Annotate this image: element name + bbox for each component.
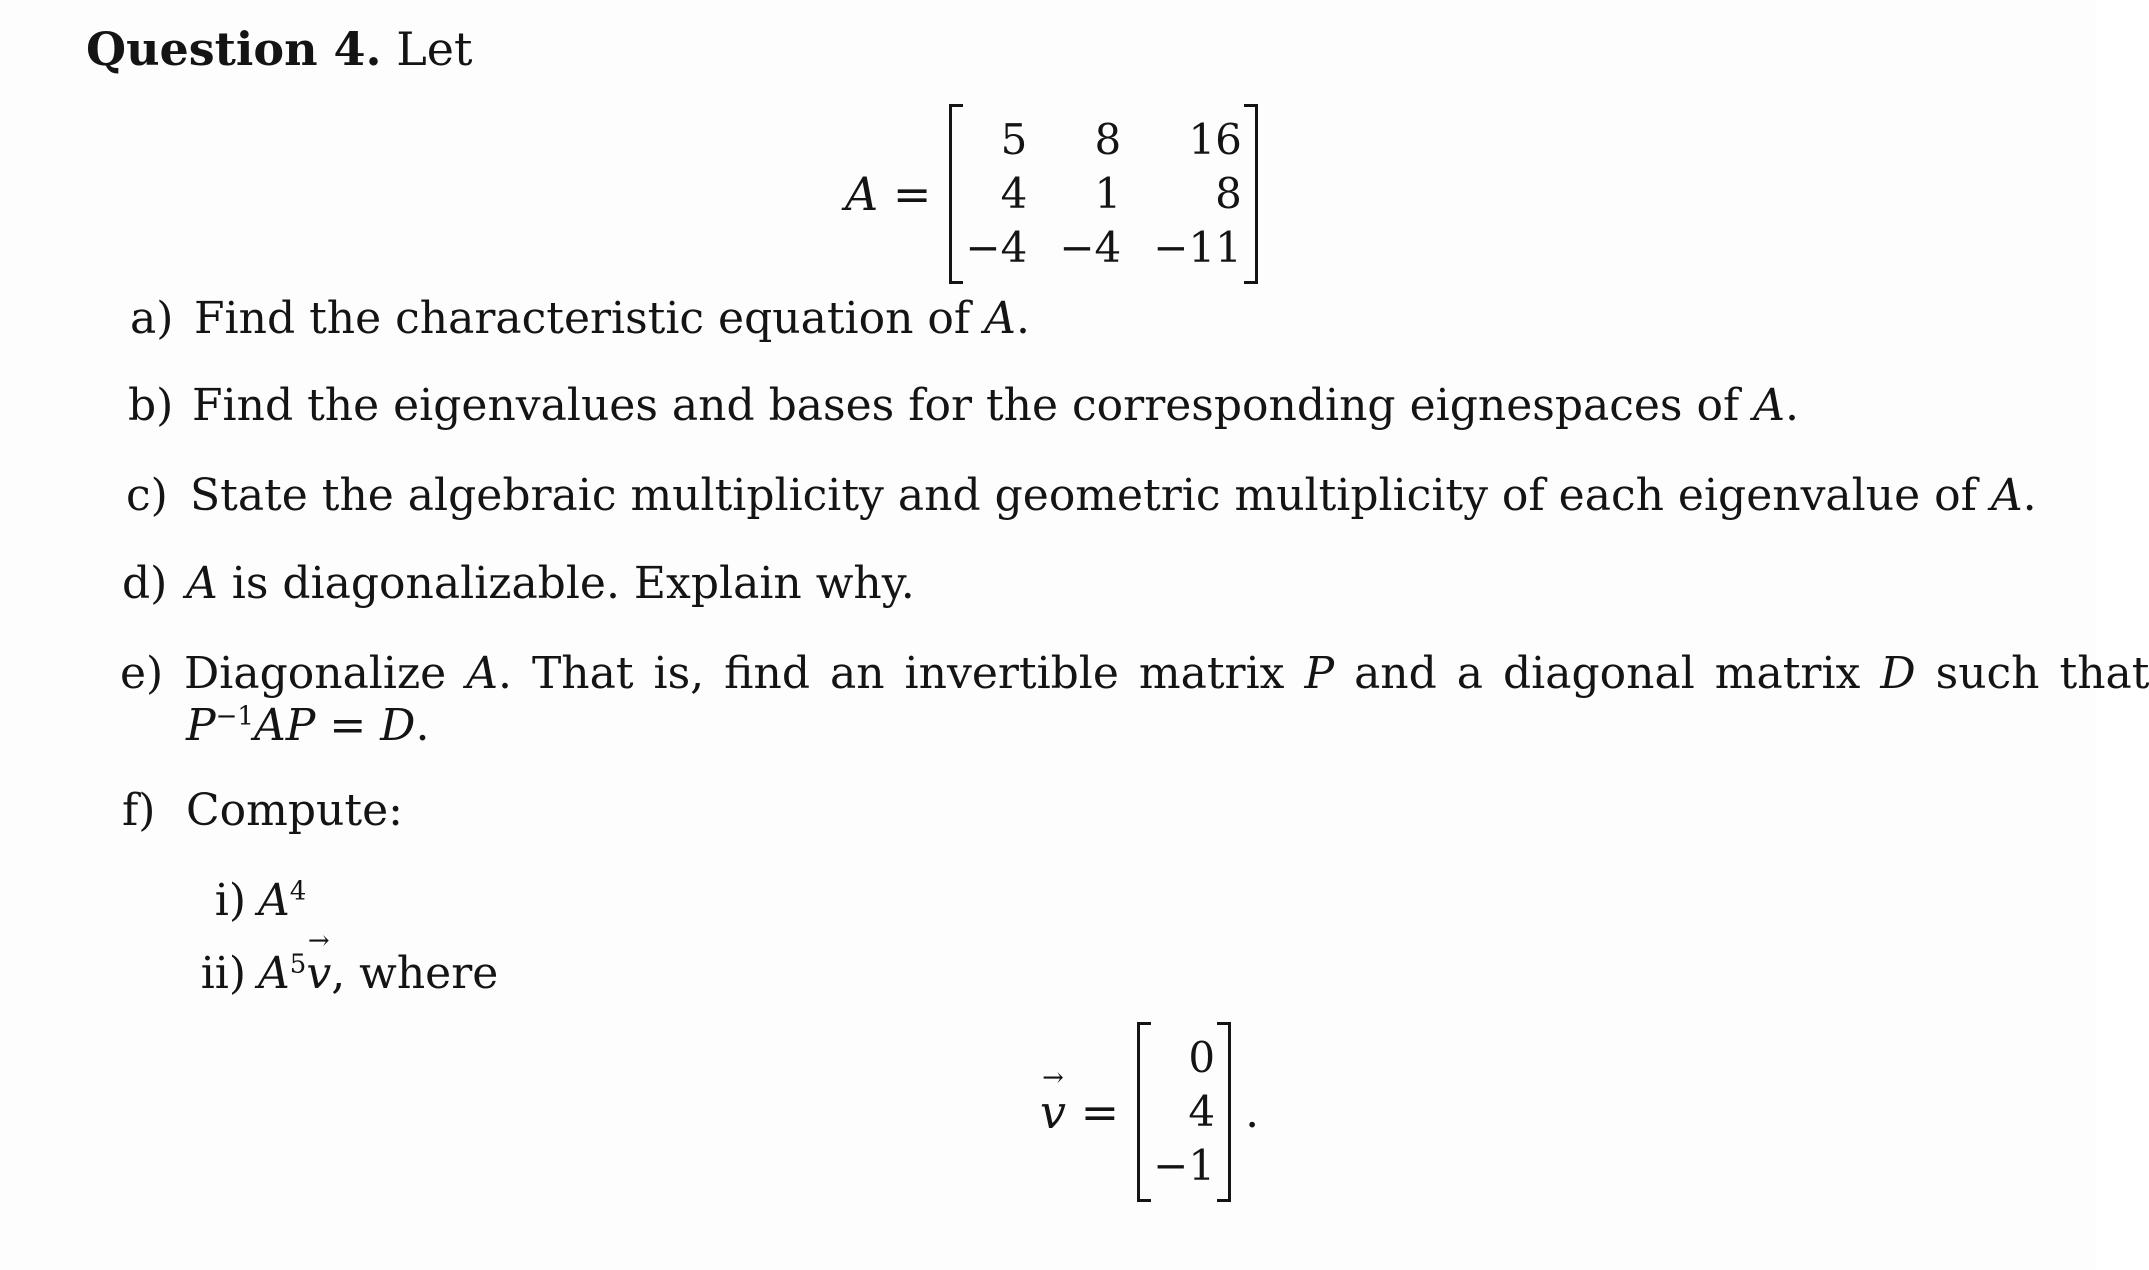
part-f-i	[180, 875, 306, 926]
part-e-text: such that	[1935, 648, 2149, 699]
part-f-text: Compute:	[186, 785, 403, 836]
part-e-var: P	[1304, 648, 1335, 699]
part-f-ii-text: , where	[331, 948, 499, 999]
part-e	[120, 648, 2149, 699]
part-e-var: A	[466, 648, 498, 699]
part-e-ap: AP	[253, 700, 316, 751]
question-intro: Let	[396, 22, 473, 76]
part-e-text: Diagonalize	[184, 648, 447, 699]
part-b-label: b)	[128, 380, 174, 431]
matrix-a-cell: 8	[1094, 115, 1122, 164]
part-f-ii-vector: → v	[306, 948, 331, 999]
matrix-a	[949, 113, 1257, 275]
matrix-a-cell: 4	[1000, 169, 1028, 218]
part-b-end: .	[1785, 380, 1800, 431]
matrix-a-cell: 5	[1000, 115, 1028, 164]
part-a-end: .	[1015, 293, 1030, 344]
part-c-label: c)	[126, 470, 168, 521]
vector-v-row	[1137, 1031, 1231, 1085]
part-a-text: Find the characteristic equation of	[194, 293, 971, 344]
matrix-a-brackets	[949, 104, 1257, 284]
part-f-i-label: i)	[214, 875, 246, 926]
vector-v-row	[1137, 1085, 1231, 1139]
part-d-text: is diagonalizable. Explain why.	[231, 558, 915, 609]
matrix-a-cell: 16	[1188, 115, 1242, 164]
part-a-var: A	[984, 293, 1016, 344]
matrix-a-lhs: A =	[845, 167, 932, 221]
vector-v-lhs: → v =	[1040, 1085, 1119, 1139]
part-c	[126, 470, 2037, 521]
vector-v-cell: −1	[1153, 1141, 1216, 1190]
vector-v-cell: 4	[1188, 1087, 1216, 1136]
part-f-i-var: A	[258, 875, 290, 926]
part-f-label: f)	[122, 785, 156, 836]
vector-v-equation	[1040, 1022, 1259, 1202]
part-c-end: .	[2022, 470, 2037, 521]
question-heading	[86, 22, 472, 76]
matrix-a-cell: −4	[965, 223, 1028, 272]
part-e-inverse-exp: −1	[215, 701, 254, 732]
part-f-ii-var: A	[258, 948, 290, 999]
part-d-label: d)	[122, 558, 168, 609]
vector-v-row	[1137, 1139, 1231, 1193]
part-f-ii-exp: 5	[289, 949, 307, 980]
matrix-a-row	[949, 113, 1257, 167]
matrix-a-cell: 8	[1215, 169, 1242, 218]
part-e-end: .	[415, 700, 430, 751]
part-e-equation	[186, 700, 429, 751]
part-e-text: . That is, find an invertible matrix	[497, 648, 1285, 699]
question-label: Question 4.	[86, 22, 382, 76]
part-a	[130, 293, 1030, 344]
matrix-a-cell: −11	[1153, 223, 1242, 272]
part-e-text: and a diagonal matrix	[1354, 648, 1861, 699]
part-c-text: State the algebraic multiplicity and geometric multiplicity of each eigenvalue of	[190, 470, 1977, 521]
vector-v-period: .	[1245, 1086, 1260, 1138]
part-e-p: P	[186, 700, 216, 751]
part-e-equals: =	[315, 700, 381, 751]
part-b	[128, 380, 1799, 431]
part-f-ii-label: ii)	[200, 948, 246, 999]
part-e-var: D	[1880, 648, 1916, 699]
part-e-label: e)	[120, 648, 164, 699]
vector-v-cell: 0	[1188, 1033, 1216, 1082]
matrix-a-equation	[845, 104, 1258, 284]
part-f	[122, 785, 403, 836]
part-a-label: a)	[130, 293, 174, 344]
part-f-ii	[180, 948, 498, 999]
part-b-var: A	[1753, 380, 1786, 431]
matrix-a-cell: −4	[1059, 223, 1122, 272]
vector-v	[1137, 1031, 1231, 1193]
matrix-a-row	[949, 167, 1257, 221]
part-f-i-exp: 4	[289, 876, 307, 907]
part-d-var: A	[186, 558, 218, 609]
part-b-text: Find the eigenvalues and bases for the corresponding eignespaces of	[192, 380, 1740, 431]
part-d	[122, 558, 915, 609]
part-e-d: D	[380, 700, 416, 751]
matrix-a-cell: 1	[1094, 169, 1122, 218]
matrix-a-row	[949, 221, 1257, 275]
part-c-var: A	[1990, 470, 2023, 521]
vector-v-brackets	[1137, 1022, 1231, 1202]
